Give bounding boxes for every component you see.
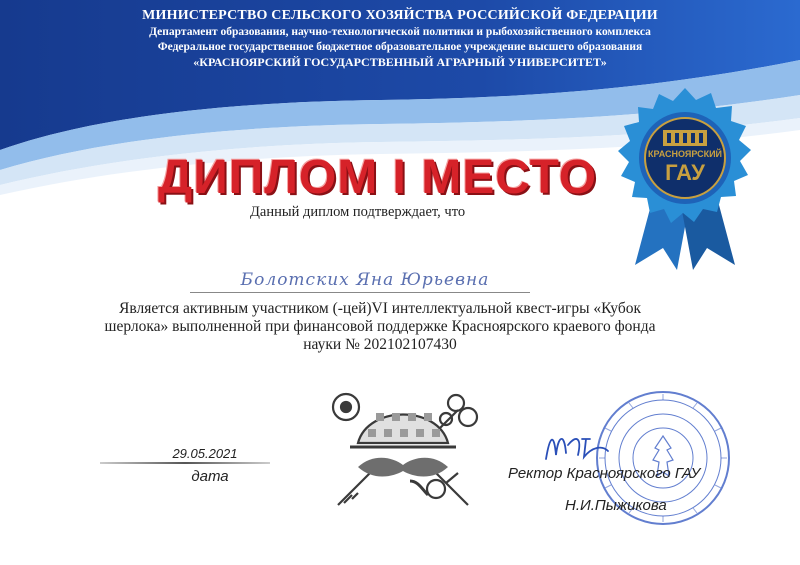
diploma-title: ДИПЛОМ I МЕСТО <box>158 151 598 204</box>
date-underline <box>100 462 270 464</box>
ministry-heading: МИНИСТЕРСТВО СЕЛЬСКОГО ХОЗЯЙСТВА РОССИЙСКОЙ ФЕДЕРАЦИИ <box>142 8 658 23</box>
emblem-line1: КРАСНОЯРСКИЙ <box>647 149 723 159</box>
rector-name: Н.И.Пыжикова <box>565 497 667 514</box>
department-heading: Департамент образования, научно-технологической политики и рыбохозяйственного комплекса <box>149 26 651 38</box>
emblem-line2: ГАУ <box>665 160 705 185</box>
institution-type-heading: Федеральное государственное бюджетное образовательное учреждение высшего образования <box>157 41 643 53</box>
date-label: дата <box>191 468 229 485</box>
confirm-text: Данный диплом подтверждает, что <box>250 204 466 220</box>
date-value: 29.05.2021 <box>172 446 238 461</box>
diploma-body-text: Является активным участником (-цей)VI интеллектуальной квест-игры «Кубок шерлока» выполненной при финансовой поддержке Красноярского краевого фонда науки № 202102107430 <box>104 300 656 353</box>
university-heading: «КРАСНОЯРСКИЙ ГОСУДАРСТВЕННЫЙ АГРАРНЫЙ УНИВЕРСИТЕТ» <box>193 55 607 69</box>
recipient-underline <box>190 292 530 293</box>
rector-signature <box>542 425 612 470</box>
university-emblem-rosette <box>605 80 765 270</box>
sherlock-hat-keys-illustration <box>318 385 488 515</box>
rector-title: Ректор Красноярского ГАУ <box>508 465 701 482</box>
recipient-name: Болотских Яна Юрьевна <box>240 270 490 290</box>
